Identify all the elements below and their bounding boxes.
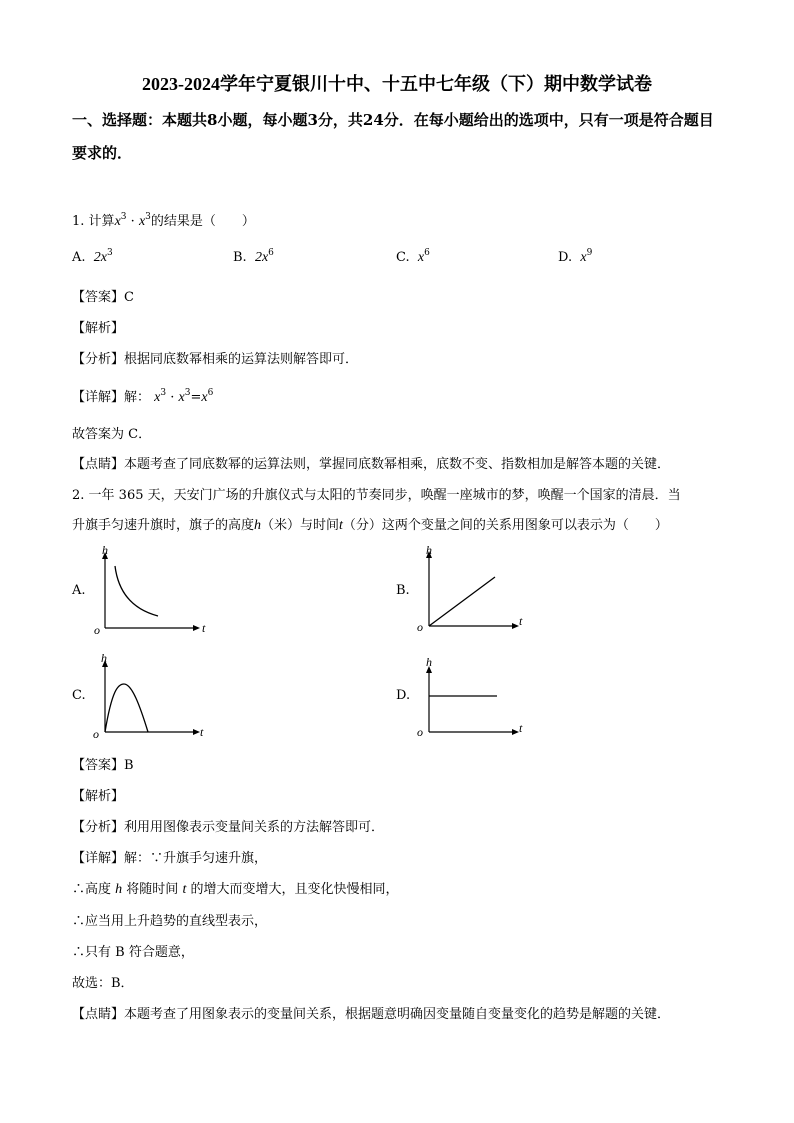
- q1-stem: 1. 计算$x^3 \cdot x^3$的结果是（ ）: [72, 212, 255, 229]
- q1-fenxi: 【分析】根据同底数幂相乘的运算法则解答即可．: [72, 352, 359, 367]
- x-axis-arrow: [512, 729, 519, 735]
- q2-stem-line2: 升旗手匀速升旗时，旗子的高度h（米）与时间t（分）这两个变量之间的关系用图象可以表示为（ ）: [72, 518, 668, 533]
- y-label: h: [426, 545, 432, 557]
- q2-step1: ∴高度 h 将随时间 t 的增大而变增大，且变化快慢相同，: [72, 882, 399, 897]
- q2-graph-c: [88, 650, 218, 745]
- q2-answer: 【答案】B: [72, 758, 134, 773]
- x-label: t: [519, 721, 523, 735]
- q2-step2: ∴应当用上升趋势的直线型表示，: [72, 914, 268, 929]
- q1-stem-pre: 计算: [88, 214, 115, 229]
- q1-conclusion: 故答案为 C．: [72, 427, 152, 442]
- q2-option-b-label: B.: [396, 583, 410, 598]
- q1-option-a: A. $2x^3$: [72, 248, 113, 265]
- q2-conclusion: 故选：B．: [72, 976, 134, 991]
- q2-step3: ∴只有 B 符合题意，: [72, 945, 194, 960]
- x-label: t: [200, 725, 204, 739]
- q2-fenxi: 【分析】利用用图像表示变量间关系的方法解答即可．: [72, 820, 385, 835]
- q1-comment: 【点睛】本题考查了同底数幂的运算法则，掌握同底数幂相乘，底数不变、指数相加是解答本题的关键．: [72, 457, 671, 472]
- q2-graph-a: [88, 546, 218, 641]
- q2-analysis-label: 【解析】: [72, 789, 125, 804]
- q2-option-a-label: A.: [72, 583, 86, 598]
- q1-stem-post: 的结果是（ ）: [150, 214, 255, 229]
- q2-option-d-label: D.: [396, 688, 411, 703]
- origin-label: o: [417, 725, 423, 739]
- y-label: h: [426, 655, 432, 669]
- q2-graph-b: [413, 545, 543, 640]
- q2-option-c-label: C.: [72, 688, 86, 703]
- origin-label: o: [94, 623, 100, 637]
- page-title: 2023-2024学年宁夏银川十中、十五中七年级（下）期中数学试卷: [142, 74, 652, 94]
- q2-stem-line1: 2. 一年 365 天，天安门广场的升旗仪式与太阳的节奏同步，唤醒一座城市的梦，唤醒一个国家的清晨．当: [72, 488, 681, 503]
- q1-option-c: C. $x^6$: [396, 248, 430, 265]
- q1-detail: 【详解】解： $x^3 \cdot x^3=x^6$: [72, 388, 214, 405]
- q2-comment: 【点睛】本题考查了用图象表示的变量间关系，根据题意明确因变量随自变量变化的趋势是解题的关键．: [72, 1007, 671, 1022]
- origin-label: o: [93, 727, 99, 741]
- y-label: h: [101, 651, 107, 665]
- x-label: t: [519, 614, 523, 628]
- x-axis-arrow: [193, 729, 200, 735]
- graph-curve: [105, 684, 148, 732]
- q2-number: 2.: [72, 488, 85, 503]
- x-axis-arrow: [512, 623, 519, 629]
- section-header: 一、选择题：本题共8小题，每小题3分，共24分．在每小题给出的选项中，只有一项是符合题目要求的．: [72, 111, 714, 162]
- q1-option-d: D. $x^9$: [558, 248, 593, 265]
- graph-curve: [115, 566, 158, 616]
- x-axis-arrow: [193, 625, 200, 631]
- q1-answer: 【答案】C: [72, 290, 134, 305]
- q1-number: 1.: [72, 214, 85, 229]
- graph-line: [429, 577, 495, 626]
- q2-graph-d: [413, 652, 543, 747]
- origin-label: o: [417, 620, 423, 634]
- y-label: h: [102, 546, 108, 557]
- q1-analysis-label: 【解析】: [72, 321, 125, 336]
- x-label: t: [202, 621, 206, 635]
- q1-option-b: B. $2x^6$: [233, 248, 274, 265]
- q2-detail: 【详解】解：∵升旗手匀速升旗，: [72, 851, 268, 866]
